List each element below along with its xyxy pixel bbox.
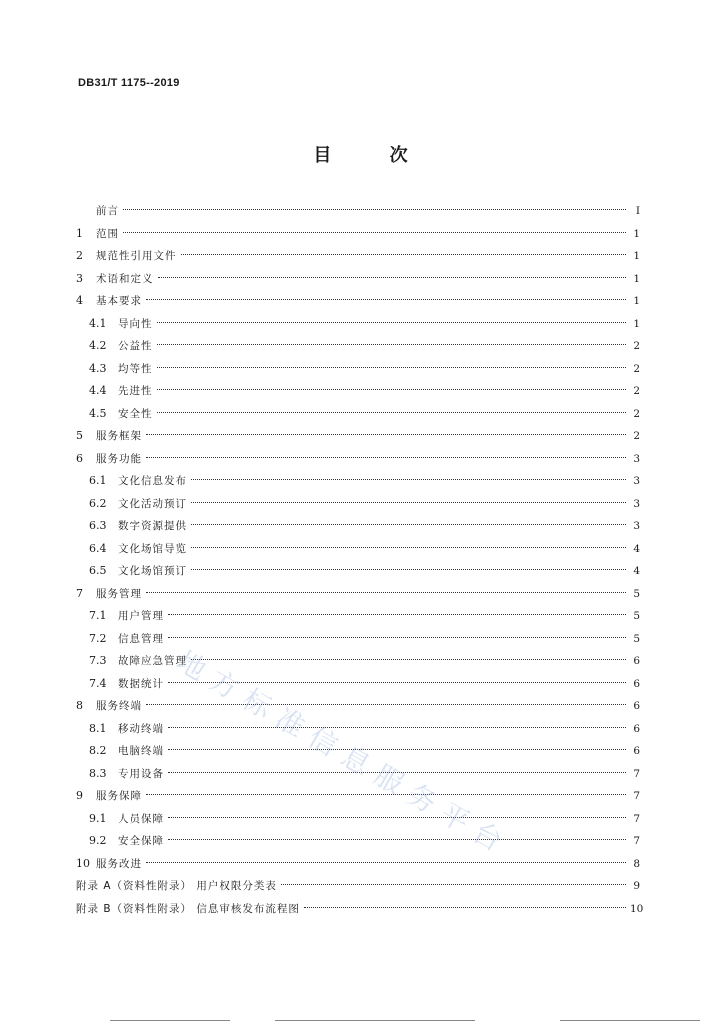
toc-entry-page: 4 xyxy=(633,565,640,577)
page-title: 目 次 xyxy=(313,145,434,166)
toc-entry[interactable] xyxy=(76,313,640,336)
toc-dot-leader xyxy=(191,524,626,525)
toc-entry-number: 6 xyxy=(76,451,83,465)
toc-entry-title: 文化活动预订 xyxy=(118,497,187,510)
toc-entry-page: I xyxy=(635,205,640,217)
toc-entry[interactable] xyxy=(76,605,640,628)
toc-dot-leader xyxy=(168,817,626,818)
toc-entry-page: 3 xyxy=(633,452,640,465)
toc-entry-title: 基本要求 xyxy=(96,295,142,307)
toc-entry-title: 电脑终端 xyxy=(118,745,164,757)
toc-entry-number: 9.2 xyxy=(89,834,107,847)
toc-entry-page: 6 xyxy=(633,745,640,757)
toc-entry[interactable] xyxy=(76,493,640,516)
toc-dot-leader xyxy=(146,434,626,435)
footer-rule-left xyxy=(110,1020,230,1021)
toc-entry-number: 8.3 xyxy=(89,766,107,780)
toc-entry-title: 服务保障 xyxy=(96,790,142,802)
toc-entry-title: 文化场馆预订 xyxy=(118,565,187,577)
toc-entry-title: 均等性 xyxy=(118,362,153,375)
toc-dot-leader xyxy=(157,389,627,390)
toc-entry[interactable] xyxy=(76,448,640,471)
toc-entry-number: 6.1 xyxy=(89,474,107,487)
toc-entry-number: 8.1 xyxy=(89,721,107,735)
toc-dot-leader xyxy=(146,592,626,593)
toc-entry-page: 5 xyxy=(633,632,640,645)
toc-entry-title: 用户管理 xyxy=(118,610,164,622)
toc-entry[interactable] xyxy=(76,583,640,606)
toc-entry-title: 移动终端 xyxy=(118,722,164,735)
toc-dot-leader xyxy=(157,344,627,345)
footer-rule-middle xyxy=(275,1020,475,1021)
toc-entry-page: 4 xyxy=(633,542,640,555)
toc-entry[interactable] xyxy=(76,358,640,381)
toc-entry-page: 2 xyxy=(633,385,640,397)
toc-dot-leader xyxy=(168,749,626,750)
toc-entry-number: 4.4 xyxy=(89,384,107,397)
toc-entry-number: 6.2 xyxy=(89,496,107,510)
toc-dot-leader xyxy=(158,277,627,278)
toc-entry-page: 5 xyxy=(633,610,640,622)
toc-entry[interactable] xyxy=(76,628,640,651)
toc-entry-number: 7.4 xyxy=(89,676,107,690)
toc-entry-number: 6.3 xyxy=(89,519,107,532)
toc-entry[interactable] xyxy=(76,403,640,426)
toc-entry-title: 先进性 xyxy=(118,385,153,397)
toc-dot-leader xyxy=(191,569,626,570)
toc-entry-title: 文化场馆导览 xyxy=(118,542,187,555)
toc-entry[interactable] xyxy=(76,470,640,493)
toc-entry-title: 信息管理 xyxy=(118,632,164,645)
toc-entry-number: 9 xyxy=(76,789,83,802)
toc-entry[interactable] xyxy=(76,695,640,718)
document-id: DB31/T 1175--2019 xyxy=(78,77,180,89)
toc-dot-leader xyxy=(157,322,627,323)
toc-entry-title: 前言 xyxy=(96,205,119,217)
toc-dot-leader xyxy=(191,502,626,503)
toc-entry-number: 5 xyxy=(76,429,83,442)
toc-entry-page: 1 xyxy=(633,227,640,240)
toc-entry-number: 6.4 xyxy=(89,541,107,555)
toc-entry-title: 规范性引用文件 xyxy=(96,250,177,262)
toc-entry-page: 2 xyxy=(633,362,640,375)
toc-entry[interactable] xyxy=(76,245,640,268)
toc-entry-title: 服务管理 xyxy=(96,587,142,600)
toc-entry-title: 术语和定义 xyxy=(96,272,154,285)
toc-entry-title: 文化信息发布 xyxy=(118,475,187,487)
toc-entry-page: 2 xyxy=(633,407,640,420)
footer-rule-right xyxy=(560,1020,700,1021)
toc-entry-title: 服务功能 xyxy=(96,452,142,465)
toc-entry-title: 安全保障 xyxy=(118,835,164,847)
toc-dot-leader xyxy=(146,704,626,705)
toc-entry-number: 7.3 xyxy=(89,654,107,667)
toc-entry-title: 导向性 xyxy=(118,317,153,330)
toc-entry-number: 8 xyxy=(76,699,83,712)
toc-entry-number: 6.5 xyxy=(89,564,107,577)
toc-entry-number: 4.1 xyxy=(89,316,107,330)
toc-entry-title: 数字资源提供 xyxy=(118,520,187,532)
toc-entry-page: 9 xyxy=(633,880,640,892)
toc-dot-leader xyxy=(157,412,627,413)
toc-dot-leader xyxy=(168,637,626,638)
toc-entry[interactable] xyxy=(76,875,640,898)
toc-entry-page: 7 xyxy=(633,790,640,802)
toc-entry-number: 2 xyxy=(76,249,83,262)
toc-entry[interactable] xyxy=(76,785,640,808)
toc-entry-page: 3 xyxy=(633,520,640,532)
table-of-contents xyxy=(76,200,644,920)
toc-entry-page: 2 xyxy=(633,340,640,352)
toc-entry-title: 附录 A（资料性附录） 用户权限分类表 xyxy=(76,880,277,892)
toc-entry-number: 4.5 xyxy=(89,406,107,420)
toc-entry-number: 8.2 xyxy=(89,744,107,757)
toc-entry[interactable] xyxy=(76,335,640,358)
toc-entry-page: 1 xyxy=(633,317,640,330)
toc-entry-number: 9.1 xyxy=(89,811,107,825)
toc-entry-page: 7 xyxy=(633,767,640,780)
toc-entry-page: 2 xyxy=(633,430,640,442)
toc-entry[interactable] xyxy=(76,560,640,583)
toc-dot-leader xyxy=(168,614,626,615)
toc-entry[interactable] xyxy=(76,290,640,313)
toc-dot-leader xyxy=(181,254,627,255)
toc-entry[interactable] xyxy=(76,380,640,403)
toc-entry-number: 4.2 xyxy=(89,339,107,352)
toc-entry-page: 3 xyxy=(633,497,640,510)
toc-dot-leader xyxy=(191,479,626,480)
toc-dot-leader xyxy=(157,367,627,368)
toc-entry[interactable] xyxy=(76,268,640,291)
toc-entry[interactable] xyxy=(76,853,640,876)
toc-entry-number: 4 xyxy=(76,294,83,307)
toc-entry-title: 服务改进 xyxy=(96,857,142,870)
toc-entry-number: 7.1 xyxy=(89,609,107,622)
toc-entry-page: 1 xyxy=(633,295,640,307)
toc-entry-title: 故障应急管理 xyxy=(118,655,187,667)
toc-dot-leader xyxy=(123,232,626,233)
toc-entry-title: 人员保障 xyxy=(118,812,164,825)
toc-entry[interactable] xyxy=(76,808,640,831)
toc-dot-leader xyxy=(123,209,626,210)
toc-entry-page: 6 xyxy=(633,722,640,735)
toc-entry-page: 7 xyxy=(633,835,640,847)
toc-entry[interactable] xyxy=(76,223,640,246)
toc-entry-page: 6 xyxy=(633,700,640,712)
toc-entry-page: 6 xyxy=(633,655,640,667)
toc-entry-page: 10 xyxy=(630,902,644,915)
toc-dot-leader xyxy=(281,884,626,885)
toc-entry[interactable] xyxy=(76,425,640,448)
toc-dot-leader xyxy=(168,727,626,728)
toc-entry-page: 7 xyxy=(633,812,640,825)
toc-dot-leader xyxy=(168,839,626,840)
toc-entry-title: 服务框架 xyxy=(96,430,142,442)
toc-entry-page: 5 xyxy=(633,587,640,600)
toc-entry[interactable] xyxy=(76,830,640,853)
toc-entry-page: 8 xyxy=(633,857,640,870)
toc-entry-number: 1 xyxy=(76,226,83,240)
toc-dot-leader xyxy=(304,907,626,908)
toc-dot-leader xyxy=(146,299,626,300)
toc-entry[interactable] xyxy=(76,673,640,696)
toc-entry[interactable] xyxy=(76,200,640,223)
toc-entry-title: 专用设备 xyxy=(118,767,164,780)
toc-entry-title: 安全性 xyxy=(118,407,153,420)
toc-entry-page: 1 xyxy=(633,272,640,285)
toc-dot-leader xyxy=(191,547,626,548)
toc-entry-title: 服务终端 xyxy=(96,700,142,712)
toc-entry-number: 7.2 xyxy=(89,631,107,645)
toc-entry-page: 6 xyxy=(633,677,640,690)
toc-entry-number: 4.3 xyxy=(89,361,107,375)
toc-entry-page: 3 xyxy=(633,475,640,487)
toc-entry-title: 数据统计 xyxy=(118,677,164,690)
toc-entry[interactable] xyxy=(76,515,640,538)
toc-entry-title: 范围 xyxy=(96,227,119,240)
toc-dot-leader xyxy=(191,659,626,660)
toc-dot-leader xyxy=(146,862,626,863)
toc-entry-number: 3 xyxy=(76,271,83,285)
toc-entry[interactable] xyxy=(76,538,640,561)
toc-entry[interactable] xyxy=(76,898,644,921)
toc-entry-page: 1 xyxy=(633,250,640,262)
toc-entry-title: 附录 B（资料性附录） 信息审核发布流程图 xyxy=(76,902,300,915)
watermark: 地方标准信息服务平台 xyxy=(171,644,517,863)
toc-entry[interactable] xyxy=(76,650,640,673)
toc-entry-title: 公益性 xyxy=(118,340,153,352)
toc-entry-number: 10 xyxy=(76,856,90,870)
toc-dot-leader xyxy=(146,457,626,458)
toc-entry-number: 7 xyxy=(76,586,83,600)
